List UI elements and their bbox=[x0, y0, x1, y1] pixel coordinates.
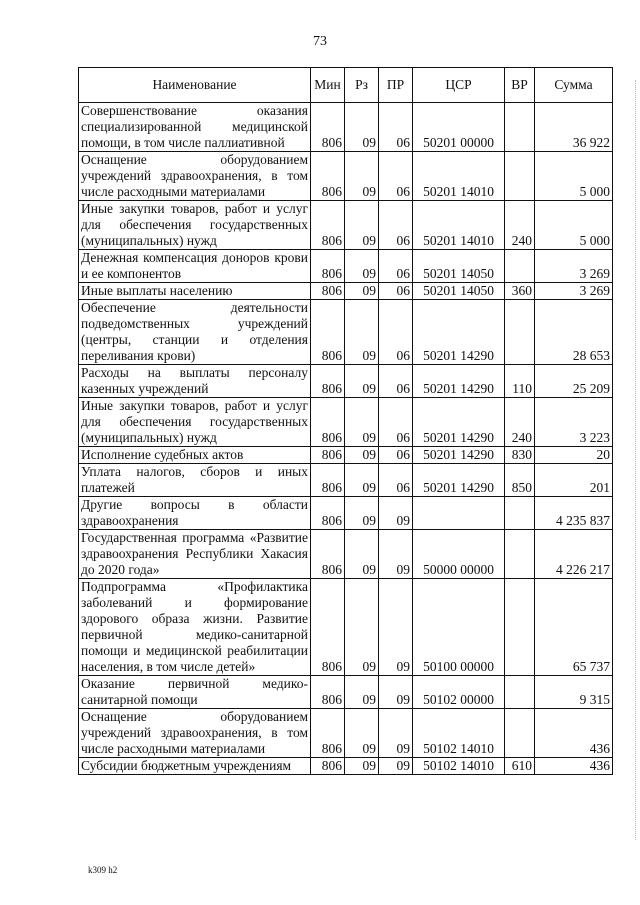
cell-pr: 06 bbox=[379, 250, 413, 283]
cell-sum: 4 226 217 bbox=[535, 530, 613, 579]
cell-pr: 06 bbox=[379, 398, 413, 447]
cell-sum: 3 269 bbox=[535, 250, 613, 283]
cell-sum: 3 269 bbox=[535, 283, 613, 300]
cell-vr: 850 bbox=[505, 464, 535, 497]
cell-name: Совершенствование оказания специализированной медицинской помощи, в том числе паллиативной bbox=[79, 103, 311, 152]
table-row bbox=[79, 758, 613, 775]
footer-code: k309 h2 bbox=[88, 865, 118, 875]
table-row bbox=[79, 447, 613, 464]
cell-vr: 240 bbox=[505, 201, 535, 250]
header-vr: ВР bbox=[505, 68, 535, 103]
cell-csr: 50102 14010 bbox=[413, 709, 505, 758]
cell-name: Подпрограмма «Профилактика заболеваний и формирование здорового образа жизни. Развитие первичной медико-санитарной помощи и медицинской реабилитации населения, в том числе детей» bbox=[79, 579, 311, 676]
cell-csr: 50201 14050 bbox=[413, 283, 505, 300]
cell-min: 806 bbox=[311, 676, 345, 709]
cell-sum: 9 315 bbox=[535, 676, 613, 709]
cell-name: Оказание первичной медико-санитарной помощи bbox=[79, 676, 311, 709]
cell-pr: 06 bbox=[379, 103, 413, 152]
table-row bbox=[79, 398, 613, 447]
budget-table bbox=[78, 67, 613, 775]
cell-vr bbox=[505, 103, 535, 152]
cell-pr: 09 bbox=[379, 579, 413, 676]
cell-min: 806 bbox=[311, 464, 345, 497]
cell-sum: 5 000 bbox=[535, 152, 613, 201]
cell-name: Денежная компенсация доноров крови и ее компонентов bbox=[79, 250, 311, 283]
cell-sum: 5 000 bbox=[535, 201, 613, 250]
cell-sum: 28 653 bbox=[535, 300, 613, 365]
cell-min: 806 bbox=[311, 447, 345, 464]
cell-min: 806 bbox=[311, 398, 345, 447]
table-row bbox=[79, 283, 613, 300]
table-row bbox=[79, 464, 613, 497]
cell-csr: 50102 14010 bbox=[413, 758, 505, 775]
cell-rz: 09 bbox=[345, 250, 379, 283]
cell-sum: 25 209 bbox=[535, 365, 613, 398]
cell-pr: 06 bbox=[379, 447, 413, 464]
cell-vr: 240 bbox=[505, 398, 535, 447]
cell-name: Государственная программа «Развитие здравоохранения Республики Хакасия до 2020 года» bbox=[79, 530, 311, 579]
cell-vr bbox=[505, 579, 535, 676]
cell-min: 806 bbox=[311, 497, 345, 530]
cell-vr: 110 bbox=[505, 365, 535, 398]
scan-edge-mark bbox=[634, 80, 636, 840]
cell-csr: 50201 14290 bbox=[413, 398, 505, 447]
table-body bbox=[79, 103, 613, 775]
cell-vr bbox=[505, 709, 535, 758]
table-row bbox=[79, 201, 613, 250]
cell-csr: 50201 14290 bbox=[413, 464, 505, 497]
cell-pr: 06 bbox=[379, 464, 413, 497]
cell-rz: 09 bbox=[345, 497, 379, 530]
cell-pr: 09 bbox=[379, 530, 413, 579]
cell-sum: 65 737 bbox=[535, 579, 613, 676]
cell-min: 806 bbox=[311, 250, 345, 283]
cell-pr: 09 bbox=[379, 676, 413, 709]
cell-min: 806 bbox=[311, 365, 345, 398]
cell-csr bbox=[413, 497, 505, 530]
table-row bbox=[79, 250, 613, 283]
cell-name: Оснащение оборудованием учреждений здравоохранения, в том числе расходными материалами bbox=[79, 152, 311, 201]
cell-name: Другие вопросы в области здравоохранения bbox=[79, 497, 311, 530]
header-name: Наименование bbox=[79, 68, 311, 103]
cell-csr: 50000 00000 bbox=[413, 530, 505, 579]
cell-rz: 09 bbox=[345, 758, 379, 775]
table-row bbox=[79, 152, 613, 201]
table-row bbox=[79, 497, 613, 530]
header-sum: Сумма bbox=[535, 68, 613, 103]
table-row bbox=[79, 365, 613, 398]
cell-name: Иные закупки товаров, работ и услуг для обеспечения государственных (муниципальных) нужд bbox=[79, 398, 311, 447]
cell-name: Субсидии бюджетным учреждениям bbox=[79, 758, 311, 775]
cell-min: 806 bbox=[311, 300, 345, 365]
cell-min: 806 bbox=[311, 530, 345, 579]
cell-pr: 09 bbox=[379, 709, 413, 758]
cell-csr: 50201 14290 bbox=[413, 447, 505, 464]
cell-rz: 09 bbox=[345, 530, 379, 579]
cell-pr: 06 bbox=[379, 365, 413, 398]
cell-sum: 4 235 837 bbox=[535, 497, 613, 530]
cell-sum: 201 bbox=[535, 464, 613, 497]
header-pr: ПР bbox=[379, 68, 413, 103]
cell-rz: 09 bbox=[345, 579, 379, 676]
cell-rz: 09 bbox=[345, 676, 379, 709]
table-row bbox=[79, 530, 613, 579]
table-row bbox=[79, 579, 613, 676]
cell-csr: 50201 14290 bbox=[413, 365, 505, 398]
cell-csr: 50100 00000 bbox=[413, 579, 505, 676]
cell-vr bbox=[505, 497, 535, 530]
table-row bbox=[79, 300, 613, 365]
cell-csr: 50201 14290 bbox=[413, 300, 505, 365]
cell-rz: 09 bbox=[345, 365, 379, 398]
header-row bbox=[79, 68, 613, 103]
header-min: Мин bbox=[311, 68, 345, 103]
cell-vr: 830 bbox=[505, 447, 535, 464]
cell-rz: 09 bbox=[345, 201, 379, 250]
header-csr: ЦСР bbox=[413, 68, 505, 103]
cell-min: 806 bbox=[311, 103, 345, 152]
cell-name: Иные выплаты населению bbox=[79, 283, 311, 300]
cell-rz: 09 bbox=[345, 464, 379, 497]
cell-rz: 09 bbox=[345, 103, 379, 152]
cell-vr bbox=[505, 530, 535, 579]
cell-vr bbox=[505, 300, 535, 365]
cell-csr: 50102 00000 bbox=[413, 676, 505, 709]
cell-pr: 06 bbox=[379, 283, 413, 300]
cell-sum: 20 bbox=[535, 447, 613, 464]
cell-min: 806 bbox=[311, 579, 345, 676]
cell-name: Исполнение судебных актов bbox=[79, 447, 311, 464]
cell-rz: 09 bbox=[345, 152, 379, 201]
cell-csr: 50201 14050 bbox=[413, 250, 505, 283]
cell-rz: 09 bbox=[345, 300, 379, 365]
cell-min: 806 bbox=[311, 758, 345, 775]
cell-rz: 09 bbox=[345, 447, 379, 464]
table-row bbox=[79, 709, 613, 758]
cell-csr: 50201 00000 bbox=[413, 103, 505, 152]
cell-rz: 09 bbox=[345, 283, 379, 300]
cell-sum: 436 bbox=[535, 709, 613, 758]
cell-name: Расходы на выплаты персоналу казенных учреждений bbox=[79, 365, 311, 398]
page-number: 73 bbox=[313, 34, 327, 49]
cell-min: 806 bbox=[311, 152, 345, 201]
cell-vr bbox=[505, 250, 535, 283]
cell-min: 806 bbox=[311, 709, 345, 758]
cell-pr: 09 bbox=[379, 758, 413, 775]
cell-pr: 06 bbox=[379, 300, 413, 365]
cell-name: Иные закупки товаров, работ и услуг для обеспечения государственных (муниципальных) нужд bbox=[79, 201, 311, 250]
table-row bbox=[79, 676, 613, 709]
cell-rz: 09 bbox=[345, 398, 379, 447]
header-rz: Рз bbox=[345, 68, 379, 103]
cell-name: Оснащение оборудованием учреждений здравоохранения, в том числе расходными материалами bbox=[79, 709, 311, 758]
cell-csr: 50201 14010 bbox=[413, 152, 505, 201]
cell-pr: 06 bbox=[379, 201, 413, 250]
cell-sum: 3 223 bbox=[535, 398, 613, 447]
cell-sum: 436 bbox=[535, 758, 613, 775]
cell-min: 806 bbox=[311, 283, 345, 300]
cell-rz: 09 bbox=[345, 709, 379, 758]
cell-vr: 610 bbox=[505, 758, 535, 775]
cell-min: 806 bbox=[311, 201, 345, 250]
cell-vr bbox=[505, 676, 535, 709]
cell-csr: 50201 14010 bbox=[413, 201, 505, 250]
cell-pr: 06 bbox=[379, 152, 413, 201]
cell-name: Обеспечение деятельности подведомственных учреждений (центры, станции и отделения переливания крови) bbox=[79, 300, 311, 365]
cell-sum: 36 922 bbox=[535, 103, 613, 152]
cell-vr: 360 bbox=[505, 283, 535, 300]
cell-pr: 09 bbox=[379, 497, 413, 530]
cell-name: Уплата налогов, сборов и иных платежей bbox=[79, 464, 311, 497]
cell-vr bbox=[505, 152, 535, 201]
table-row bbox=[79, 103, 613, 152]
